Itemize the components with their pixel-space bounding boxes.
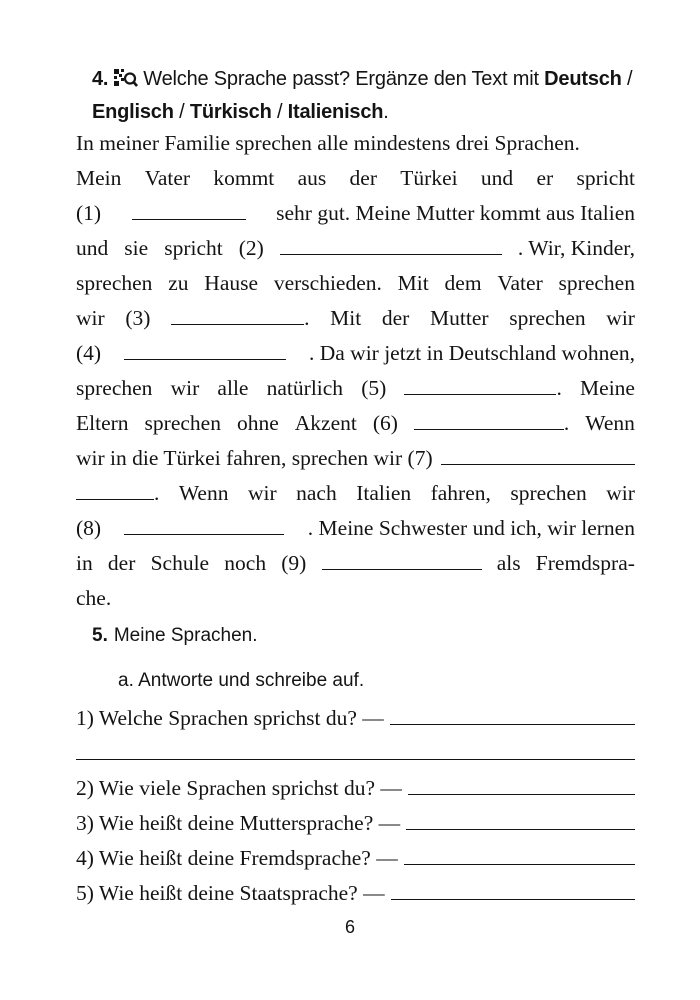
period: . [563, 411, 570, 435]
text-fragment: wir in die Türkei fahren, sprechen wir (7) [76, 446, 433, 470]
word: Schule [150, 551, 210, 575]
blank-group [404, 372, 561, 404]
period: . [556, 376, 562, 400]
text-line [76, 372, 635, 407]
word: wir [247, 481, 277, 505]
answer-line-1-extra[interactable] [76, 759, 635, 760]
word: Vater [144, 166, 191, 190]
word: ohne [236, 411, 279, 435]
task-5a-instruction: a. Antworte und schreibe auf. [118, 670, 365, 691]
word: natürlich [266, 376, 344, 400]
heading-period: . [383, 101, 389, 123]
text-line [76, 582, 635, 617]
text-fragment: . Meine Schwester und ich, wir lernen [307, 516, 635, 540]
word: wir [606, 481, 635, 505]
answer-blank-7-continued[interactable] [76, 479, 154, 500]
word: er [536, 166, 554, 190]
word: fahren, [430, 481, 491, 505]
period: . [304, 306, 310, 330]
word: spricht [164, 236, 223, 260]
blank-label-4: (4) [76, 341, 102, 365]
option-separator: / [271, 101, 288, 123]
text-fragment: sehr gut. Meine Mutter kommt aus Italien [276, 201, 635, 225]
text-line [76, 407, 635, 442]
question-2 [76, 773, 635, 803]
word: aus [297, 166, 327, 190]
text-fragment: . Da wir jetzt in Deutschland wohnen, [308, 341, 635, 365]
word: Mit [397, 271, 429, 295]
question-5 [76, 878, 635, 908]
blank-group [414, 407, 569, 439]
answer-blank-1[interactable] [132, 199, 246, 220]
word: sprechen [144, 411, 221, 435]
answer-blank-2[interactable] [280, 234, 502, 255]
blank-label-6: (6) [372, 411, 398, 435]
word: Wenn [178, 481, 229, 505]
answer-blank-3[interactable] [171, 304, 304, 325]
answer-blank-4[interactable] [124, 339, 286, 360]
task-5-number: 5. [92, 625, 108, 646]
word: wir [76, 306, 105, 330]
word: sprechen [76, 376, 153, 400]
text-line [76, 162, 635, 197]
answer-blank-9[interactable] [322, 549, 482, 570]
word: nach [296, 481, 337, 505]
word: wir [606, 306, 635, 330]
period: . [154, 481, 160, 505]
task-4-number: 4. [92, 68, 109, 90]
text-line [76, 127, 635, 162]
word: sprechen [76, 271, 153, 295]
option-deutsch: Deutsch [544, 68, 622, 90]
blank-label-3: (3) [125, 306, 151, 330]
blank-label-2: (2) [238, 236, 264, 260]
question-3 [76, 808, 635, 838]
word: dem [444, 271, 482, 295]
word: sprechen [558, 271, 635, 295]
option-separator: / [173, 101, 190, 123]
word: verschieden. [273, 271, 382, 295]
word: Hause [204, 271, 259, 295]
text-fragment: che. [76, 586, 112, 610]
word: Mutter [430, 306, 489, 330]
word: Eltern [76, 411, 129, 435]
word: noch [224, 551, 267, 575]
word: alle [217, 376, 249, 400]
word: zu [168, 271, 189, 295]
word: Türkei [400, 166, 458, 190]
answer-blank-6[interactable] [414, 409, 564, 430]
question-4 [76, 843, 635, 873]
word: wir [170, 376, 200, 400]
word: der [381, 306, 410, 330]
text-line [76, 267, 635, 302]
word: sprechen [510, 481, 587, 505]
option-englisch: Englisch [92, 101, 174, 123]
word: Wenn [585, 411, 635, 435]
page-number: 6 [344, 917, 355, 937]
blank-group [76, 477, 159, 509]
text-line [76, 337, 635, 372]
blank-label-9: (9) [281, 551, 307, 575]
word: Fremdspra- [535, 551, 635, 575]
answer-blank-5[interactable] [404, 374, 556, 395]
answer-line-5[interactable] [391, 879, 635, 900]
task-5-title: Meine Sprachen. [113, 625, 258, 646]
word: spricht [576, 166, 635, 190]
word: Meine [580, 376, 635, 400]
option-italienisch: Italienisch [287, 101, 384, 123]
text-line [76, 442, 635, 477]
task-5-heading [92, 624, 258, 648]
answer-blank-8[interactable] [124, 514, 284, 535]
word: und [76, 236, 109, 260]
question-1 [76, 703, 635, 733]
question-text: 5) Wie heißt deine Staatsprache? — [76, 881, 385, 905]
answer-line-1[interactable] [390, 704, 635, 725]
word: und [480, 166, 514, 190]
word: sprechen [509, 306, 586, 330]
word: als [496, 551, 521, 575]
word: Akzent [294, 411, 357, 435]
question-text: 2) Wie viele Sprachen sprichst du? — [76, 776, 402, 800]
word: Vater [497, 271, 543, 295]
blank-label-1: (1) [76, 201, 102, 225]
word: in [76, 551, 93, 575]
answer-blank-7[interactable] [441, 444, 635, 465]
option-separator: / [621, 68, 633, 90]
qr-code-search-icon [114, 66, 138, 97]
blank-group [171, 302, 309, 334]
word: sie [124, 236, 149, 260]
answer-line-4[interactable] [404, 844, 635, 865]
text-fragment: In meiner Familie sprechen alle mindestens drei Sprachen. [76, 131, 580, 155]
word: Italien [356, 481, 412, 505]
question-text: 3) Wie heißt deine Muttersprache? — [76, 811, 401, 835]
word: kommt [213, 166, 275, 190]
text-line [76, 477, 635, 512]
text-fragment: . Wir, Kinder, [517, 236, 635, 260]
option-tuerkisch: Türkisch [189, 101, 272, 123]
answer-line-3[interactable] [406, 809, 635, 830]
answer-line-2[interactable] [408, 774, 635, 795]
text-line [76, 232, 635, 267]
blank-label-5: (5) [361, 376, 387, 400]
blank-label-8: (8) [76, 516, 102, 540]
question-text: 4) Wie heißt deine Fremdsprache? — [76, 846, 398, 870]
word: Mit [330, 306, 362, 330]
text-line [76, 512, 635, 547]
text-line [76, 197, 635, 232]
task-4-instruction: Welche Sprache passt? Ergänze den Text mit [143, 68, 545, 90]
question-text: 1) Welche Sprachen sprichst du? — [76, 706, 384, 730]
word: Mein [76, 166, 122, 190]
text-line [76, 302, 635, 337]
word: der [107, 551, 136, 575]
task-4-text [76, 127, 635, 617]
task-4-heading [92, 64, 652, 128]
word: der [349, 166, 377, 190]
text-line [76, 547, 635, 582]
